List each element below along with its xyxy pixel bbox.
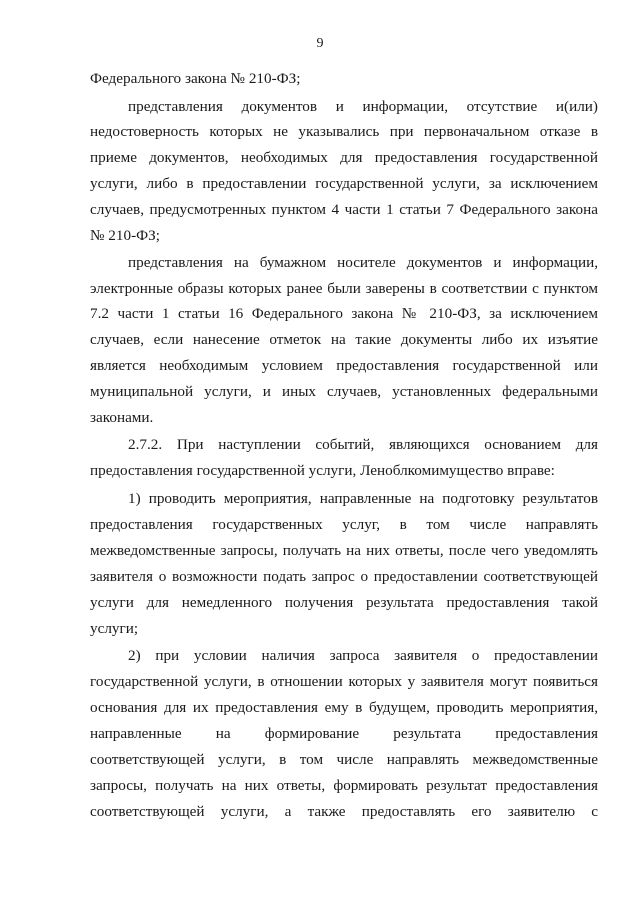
text-line: услуги, либо в предоставлении государственной услуги, за исключением [90,175,598,192]
text-line: недостоверность которых не указывались при первоначальном отказе в [90,123,598,140]
text-line: запросы, получать на них ответы, формировать результат предоставления [90,777,598,794]
text-line: приеме документов, необходимых для предоставления государственной [90,149,598,166]
text-line: соответствующей услуги, в том числе направлять межведомственные [90,751,598,768]
text-line: направленные на формирование результата предоставления [90,725,598,742]
text-line: представления на бумажном носителе документов и информации, [128,254,598,271]
text-line: представления документов и информации, отсутствие и(или) [128,98,598,115]
text-line: межведомственные запросы, получать на них ответы, после чего уведомлять [90,542,598,559]
page-number: 9 [316,36,324,51]
text-line: 7.2 части 1 статьи 16 Федерального закона № 210-ФЗ, за исключением [90,305,598,322]
text-line: 2.7.2. При наступлении событий, являющихся основанием для [128,436,598,453]
text-line: 2) при условии наличия запроса заявителя о предоставлении [128,647,598,664]
text-line: предоставления государственных услуг, в том числе направлять [90,516,598,533]
text-line: является необходимым условием предоставления государственной или [90,357,598,374]
text-line: соответствующей услуги, а также предоставлять его заявителю с [90,803,598,820]
text-line: № 210-ФЗ; [90,227,160,244]
text-line: электронные образы которых ранее были заверены в соответствии с пунктом [90,280,598,297]
text-line: муниципальной услуги, и иных случаев, установленных федеральными [90,383,598,400]
text-line: услуги; [90,620,139,637]
text-line: предоставления государственной услуги, Леноблкомимущество вправе: [90,462,555,479]
text-line: законами. [90,409,154,426]
text-line: Федерального закона № 210-ФЗ; [90,70,301,87]
text-line: заявителя о возможности подать запрос о предоставлении соответствующей [90,568,598,585]
text-line: случаев, предусмотренных пунктом 4 части 1 статьи 7 Федерального закона [90,201,598,218]
text-line: основания для их предоставления ему в будущем, проводить мероприятия, [90,699,598,716]
text-line: случаев, если нанесение отметок на такие документы либо их изъятие [90,331,598,348]
text-line: услуги для немедленного получения результата предоставления такой [90,594,598,611]
text-line: государственной услуги, в отношении которых у заявителя могут появиться [90,673,598,690]
text-line: 1) проводить мероприятия, направленные на подготовку результатов [128,490,598,507]
